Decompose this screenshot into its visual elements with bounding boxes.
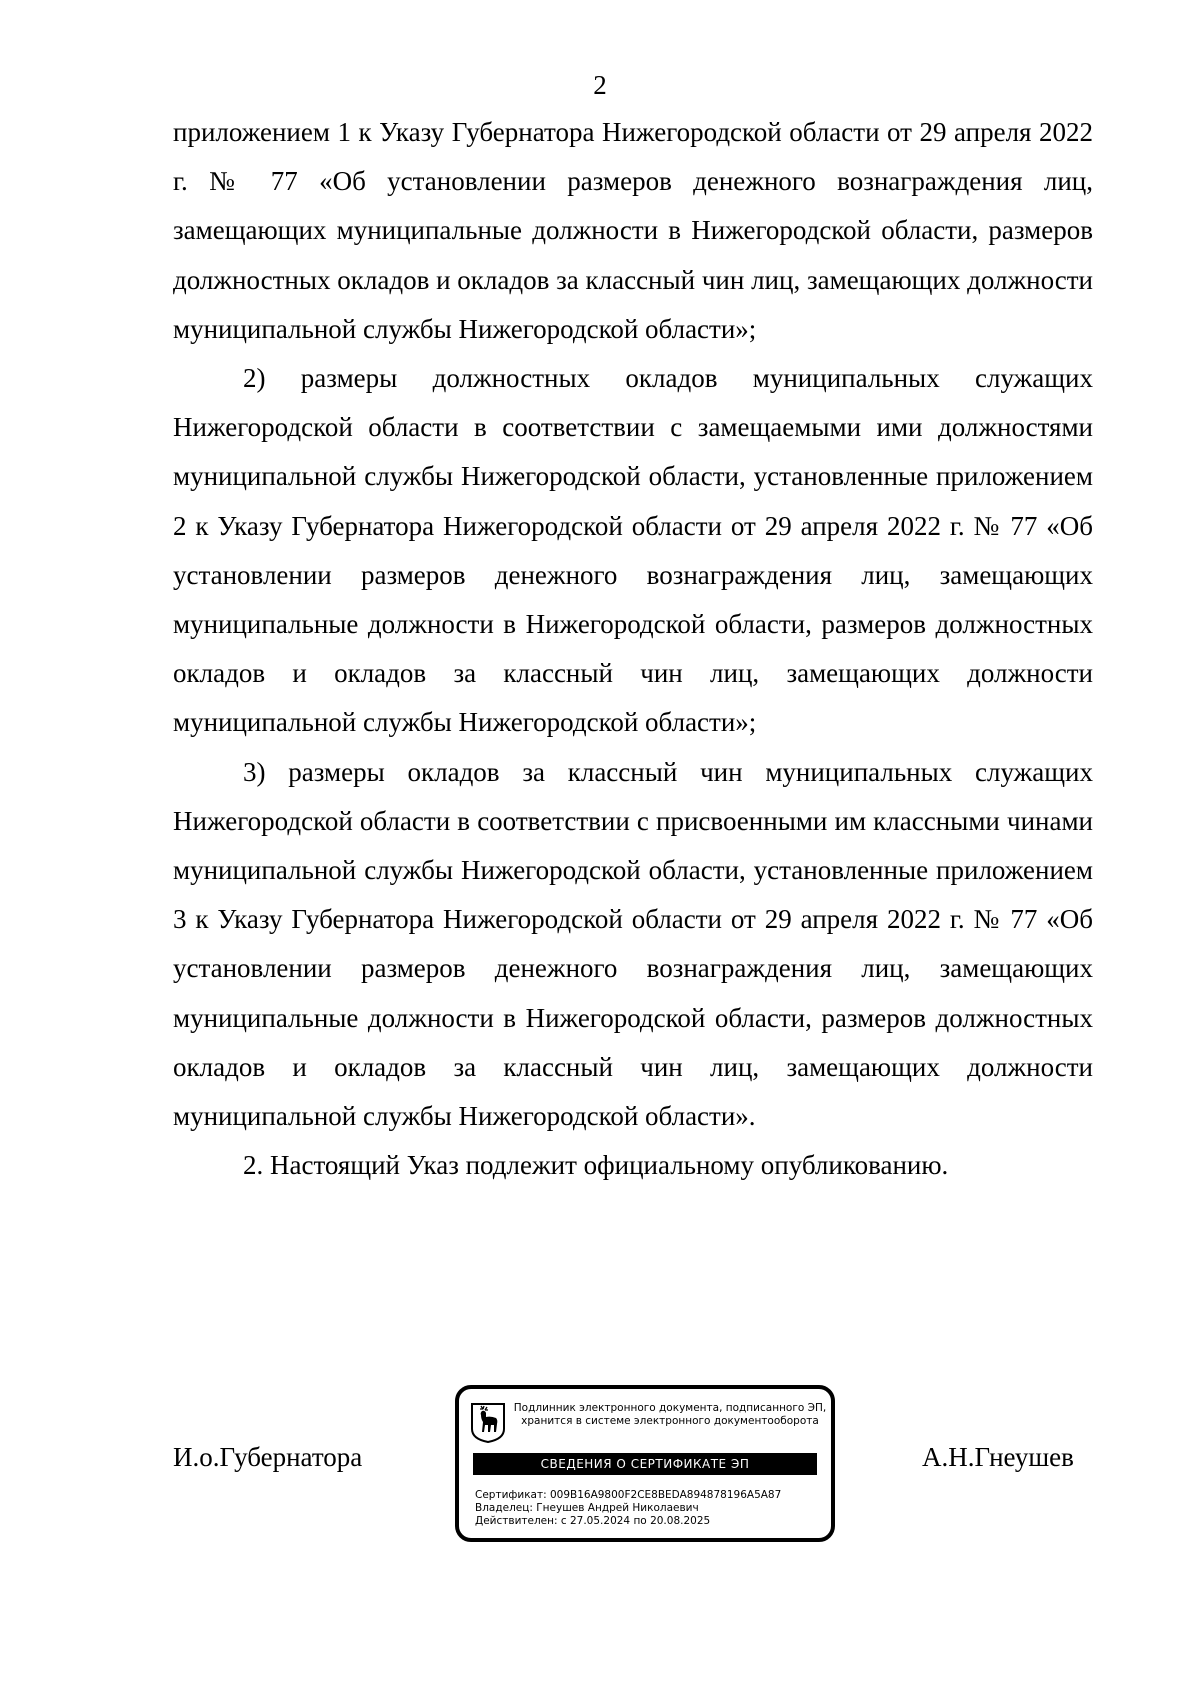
certificate-owner: Владелец: Гнеушев Андрей Николаевич bbox=[475, 1502, 699, 1514]
certificate-validity: Действителен: с 27.05.2024 по 20.08.2025 bbox=[475, 1515, 711, 1527]
paragraph-item-3: 3) размеры окладов за классный чин муниципальных служащих Нижегородской области в соответствии с присвоенными им классными чинами муниципальной службы Нижегородской области, установленные приложением 3 к Указу Губернатора Нижегородской области от 29 апреля 2022 г. № 77 «Об установлении размеров денежного вознаграждения лиц, замещающих муниципальные должности в Нижегородской области, размеров должностных окладов и окладов за классный чин лиц, замещающих должности муниципальной службы Нижегородской области». bbox=[173, 756, 1093, 1132]
paragraph-item-2: 2) размеры должностных окладов муниципальных служащих Нижегородской области в соответствии с замещаемыми ими должностями муниципальной службы Нижегородской области, установленные приложением 2 к Указу Губернатора Нижегородской области от 29 апреля 2022 г. № 77 «Об установлении размеров денежного вознаграждения лиц, замещающих муниципальные должности в Нижегородской области, размеров должностных окладов и окладов за классный чин лиц, замещающих должности муниципальной службы Нижегородской области»; bbox=[173, 363, 1093, 738]
signatory-name: А.Н.Гнеушев bbox=[922, 1442, 1074, 1472]
stamp-certificate-header: СВЕДЕНИЯ О СЕРТИФИКАТЕ ЭП bbox=[473, 1453, 817, 1475]
page-number: 2 bbox=[593, 70, 607, 100]
electronic-signature-stamp bbox=[455, 1385, 835, 1542]
document-body bbox=[173, 108, 1093, 1190]
stamp-note-line: Подлинник электронного документа, подписанного ЭП, bbox=[513, 1402, 827, 1414]
certificate-number: Сертификат: 009B16A9800F2CE8BEDA894878196A5A87 bbox=[475, 1489, 782, 1501]
paragraph-continuation: приложением 1 к Указу Губернатора Нижегородской области от 29 апреля 2022 г. № 77 «Об установлении размеров денежного вознаграждения лиц, замещающих муниципальные должности в Нижегородской области, размеров должностных окладов и окладов за классный чин лиц, замещающих должности муниципальной службы Нижегородской области»; bbox=[173, 117, 1093, 344]
signatory-position: И.о.Губернатора bbox=[173, 1442, 363, 1472]
stamp-note bbox=[511, 1402, 829, 1428]
stamp-note-line: хранится в системе электронного документооборота bbox=[521, 1415, 819, 1427]
paragraph-publication: 2. Настоящий Указ подлежит официальному опубликованию. bbox=[243, 1150, 949, 1181]
stamp-certificate-details bbox=[475, 1489, 825, 1528]
deer-emblem-icon bbox=[471, 1403, 505, 1443]
